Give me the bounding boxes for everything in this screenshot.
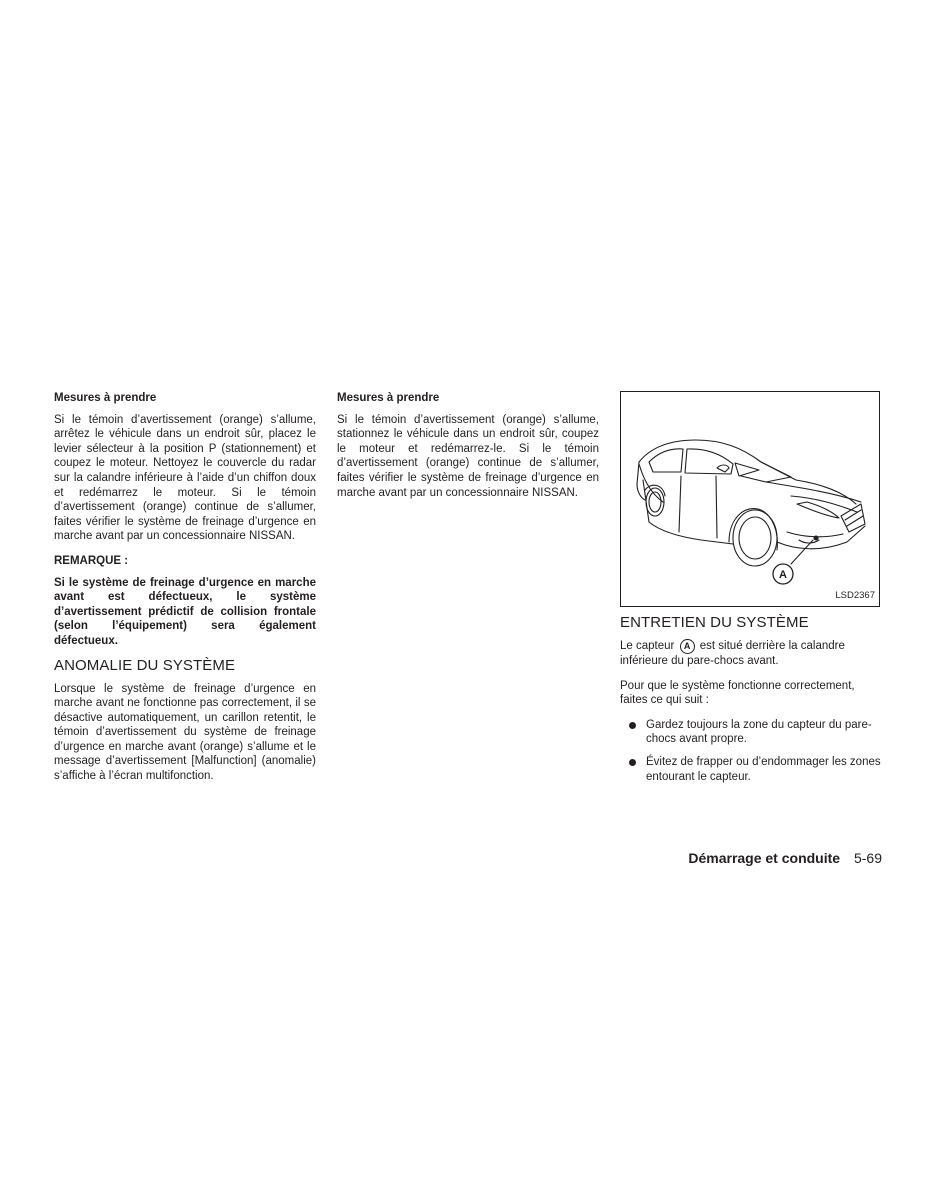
section-title-anomaly: ANOMALIE DU SYSTÈME: [54, 656, 236, 674]
list-item: Gardez toujours la zone du capteur du pare-chocs avant propre.: [620, 718, 882, 747]
middle-column: [337, 391, 599, 510]
sensor-callout-icon: A: [680, 639, 695, 654]
measures-heading-2: Mesures à prendre: [337, 392, 440, 404]
anomaly-paragraph: Lorsque le système de freinage d’urgence en marche avant ne fonctionne pas correctement, il se désactive automatiquement, un carillon retentit, le témoin d’avertissement du système de freinage d’urgence en marche avant (orange) s’allume et le message d’avertissement [Malfunction] (anomalie) s’affiche à l’écran multifonction.: [54, 682, 316, 783]
page-footer: [688, 850, 882, 866]
list-item: Évitez de frapper ou d’endommager les zones entourant le capteur.: [620, 755, 882, 784]
callout-a-label: A: [779, 569, 787, 581]
right-column: [620, 391, 882, 792]
figure-code: LSD2367: [835, 590, 875, 602]
sensor-text-post: est situé derrière la calandre inférieure du pare-chocs avant.: [620, 640, 845, 667]
car-illustration: [621, 392, 879, 606]
page-number: 5-69: [853, 850, 882, 866]
note-text: Si le système de freinage d’urgence en marche avant est défectueux, le système d’avertissement prédictif de collision frontale (selon l’équipement) sera également défectueux.: [54, 576, 316, 647]
measures-paragraph-2: Si le témoin d’avertissement (orange) s’allume, stationnez le véhicule dans un endroit sûr, coupez le moteur et redémarrez-le. Si le témoin d’avertissement (orange) continue de s’allumer, faites vérifier le système de freinage d’urgence en marche avant par un concessionnaire NISSAN.: [337, 413, 599, 499]
left-column: [54, 391, 316, 794]
sensor-text-pre: Le capteur: [620, 640, 675, 652]
maintenance-list: [620, 718, 882, 784]
footer-section: Démarrage et conduite: [688, 850, 841, 866]
sensor-paragraph: [620, 639, 882, 669]
measures-paragraph: Si le témoin d’avertissement (orange) s’allume, arrêtez le véhicule dans un endroit sûr, placez le levier sélecteur à la position P (stationnement) et coupez le moteur. Nettoyez le couvercle du radar sur la calandre inférieure à l’aide d’un chiffon doux et redémarrez le moteur. Si le témoin d’avertissement (orange) continue de s’allumer, faites vérifier le système de freinage d’urgence en marche avant par un concessionnaire NISSAN.: [54, 413, 316, 543]
section-title-maintenance: ENTRETIEN DU SYSTÈME: [620, 614, 809, 631]
measures-heading: Mesures à prendre: [54, 392, 157, 404]
note-label: REMARQUE :: [54, 554, 129, 567]
intro-paragraph: Pour que le système fonctionne correctement, faites ce qui suit :: [620, 679, 855, 707]
car-sensor-figure: [620, 391, 880, 607]
